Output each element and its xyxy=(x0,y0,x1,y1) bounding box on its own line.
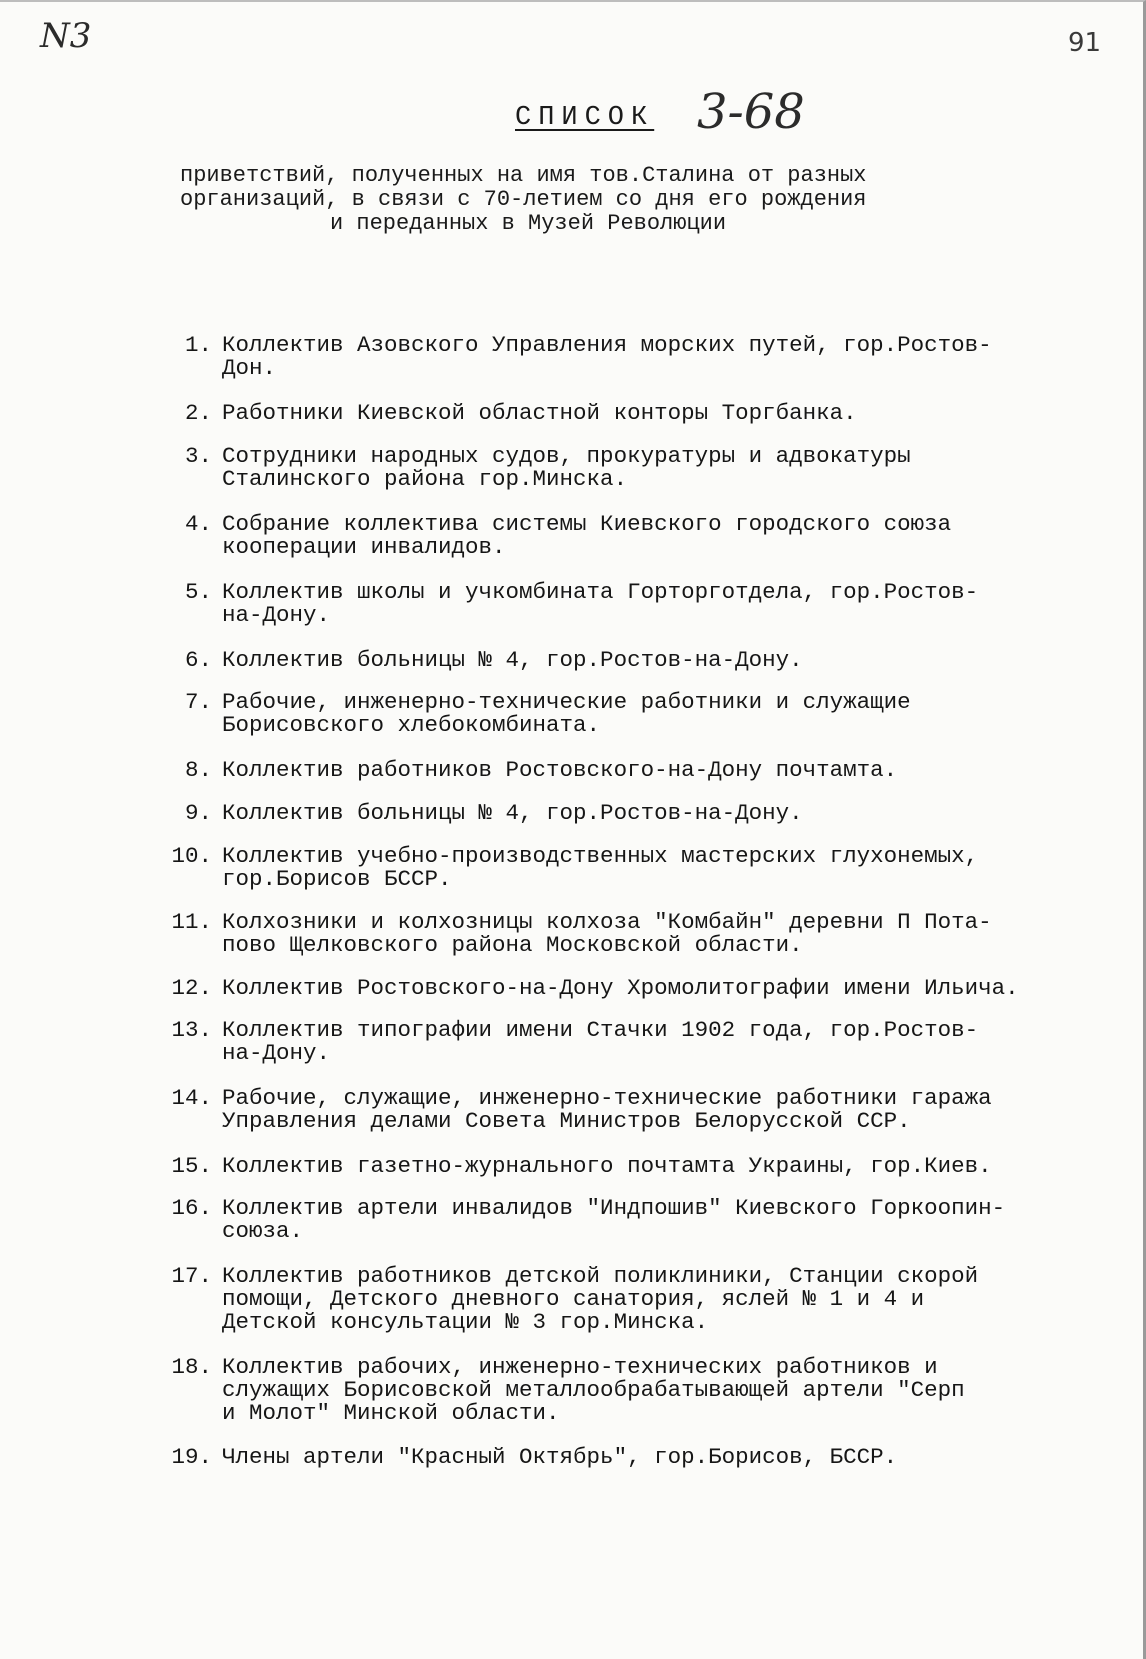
document-subtitle xyxy=(180,164,1000,236)
list-item-text xyxy=(222,1155,1110,1178)
list-item xyxy=(150,759,1110,782)
list-item-line: Работники Киевской областной конторы Торгбанка. xyxy=(222,400,857,426)
list-item-number: 14. xyxy=(171,1085,212,1111)
list-item xyxy=(150,1265,1110,1334)
list-item-text xyxy=(222,691,1110,737)
list-item xyxy=(150,649,1110,672)
list-item-text xyxy=(222,1019,1110,1065)
list-item-line: на-Дону. xyxy=(222,602,331,628)
list-item xyxy=(150,1197,1110,1243)
list-item xyxy=(150,334,1110,380)
list-item-line: Коллектив больницы № 4, гор.Ростов-на-Дону. xyxy=(222,800,803,826)
list-item xyxy=(150,691,1110,737)
list-item-number: 15. xyxy=(171,1153,212,1179)
list-item-number: 2. xyxy=(184,400,212,426)
list-item xyxy=(150,845,1110,891)
list-item-number: 13. xyxy=(171,1017,212,1043)
list-item-line: Коллектив Азовского Управления морских путей, гор.Ростов- xyxy=(222,332,992,358)
list-item-number: 18. xyxy=(171,1354,212,1380)
list-item xyxy=(150,911,1110,957)
list-item-text xyxy=(222,334,1110,380)
list-item-text xyxy=(222,1265,1110,1334)
list-item xyxy=(150,802,1110,825)
list-item-number: 17. xyxy=(171,1263,212,1289)
list-item xyxy=(150,445,1110,491)
list-item-line: Коллектив Ростовского-на-Дону Хромолитографии имени Ильича. xyxy=(222,975,1019,1001)
subtitle-line: и переданных в Музей Революции xyxy=(330,211,727,236)
list-item-text xyxy=(222,402,1110,425)
list-item-text xyxy=(222,759,1110,782)
list-item-number: 3. xyxy=(184,443,212,469)
list-item-number: 16. xyxy=(171,1195,212,1221)
document-heading xyxy=(0,82,1146,152)
list-item-line: пово Щелковского района Московской области. xyxy=(222,932,803,958)
list-item-text xyxy=(222,977,1110,1000)
list-item-line: Коллектив больницы № 4, гор.Ростов-на-Дону. xyxy=(222,647,803,673)
list-item-line: гор.Борисов БССР. xyxy=(222,866,452,892)
list-item-number: 4. xyxy=(184,511,212,537)
list-item-line: на-Дону. xyxy=(222,1040,331,1066)
list-item xyxy=(150,1155,1110,1178)
list-item-text xyxy=(222,445,1110,491)
list-item-line: Управления делами Совета Министров Белорусской ССР. xyxy=(222,1108,911,1134)
list-item-line: Колхозники и колхозницы колхоза "Комбайн" деревни П Пота- xyxy=(222,909,992,935)
list-item-line: кооперации инвалидов. xyxy=(222,534,506,560)
list-item-number: 12. xyxy=(171,975,212,1001)
list-item-number: 1. xyxy=(184,332,212,358)
list-item-line: Коллектив работников детской поликлиники, Станции скорой xyxy=(222,1263,979,1289)
list-item-number: 10. xyxy=(171,843,212,869)
handwritten-title-annotation: 3-68 xyxy=(697,84,805,140)
list-item-text xyxy=(222,1197,1110,1243)
list-item xyxy=(150,977,1110,1000)
list-item xyxy=(150,402,1110,425)
list-item-text xyxy=(222,1446,1110,1469)
list-item-line: Сталинского района гор.Минска. xyxy=(222,466,628,492)
list-item-text xyxy=(222,513,1110,559)
list-item-line: Коллектив газетно-журнального почтамта Украины, гор.Киев. xyxy=(222,1153,992,1179)
list-item-text xyxy=(222,845,1110,891)
list-item-line: Сотрудники народных судов, прокуратуры и адвокатуры xyxy=(222,443,911,469)
list-item-number: 5. xyxy=(184,579,212,605)
list-item-line: Коллектив рабочих, инженерно-технических работников и xyxy=(222,1354,938,1380)
document-title: СПИСОК xyxy=(515,103,655,133)
list-item-line: Борисовского хлебокомбината. xyxy=(222,712,601,738)
list-item-line: Собрание коллектива системы Киевского городского союза xyxy=(222,511,952,537)
list-item xyxy=(150,1446,1110,1469)
list-item xyxy=(150,581,1110,627)
list-item-text xyxy=(222,1087,1110,1133)
list-item-text xyxy=(222,581,1110,627)
list-item-line: и Молот" Минской области. xyxy=(222,1400,560,1426)
list-item-line: Коллектив работников Ростовского-на-Дону почтамта. xyxy=(222,757,898,783)
list-item-line: Коллектив учебно-производственных мастерских глухонемых, xyxy=(222,843,979,869)
list-item-line: служащих Борисовской металлообрабатывающей артели "Серп xyxy=(222,1377,965,1403)
list-item-text xyxy=(222,1356,1110,1425)
list-item-line: Коллектив артели инвалидов "Индпошив" Киевского Горкоопин- xyxy=(222,1195,1006,1221)
subtitle-line: приветствий, полученных на имя тов.Сталина от разных xyxy=(180,163,867,188)
list-item-text xyxy=(222,802,1110,825)
list-item-number: 8. xyxy=(184,757,212,783)
list-item-line: Рабочие, служащие, инженерно-технические работники гаража xyxy=(222,1085,992,1111)
list-item-line: Дон. xyxy=(222,355,277,381)
greetings-list xyxy=(150,334,1110,1469)
list-item-number: 7. xyxy=(184,689,212,715)
page-number: 91 xyxy=(1068,28,1102,58)
list-item xyxy=(150,513,1110,559)
subtitle-line: организаций, в связи с 70-летием со дня его рождения xyxy=(180,187,867,212)
list-item-text xyxy=(222,911,1110,957)
list-item-line: Коллектив школы и учкомбината Горторготдела, гор.Ростов- xyxy=(222,579,979,605)
list-item-number: 11. xyxy=(171,909,212,935)
list-item-number: 6. xyxy=(184,647,212,673)
list-item xyxy=(150,1019,1110,1065)
list-item xyxy=(150,1356,1110,1425)
list-item-number: 9. xyxy=(184,800,212,826)
list-item-line: Члены артели "Красный Октябрь", гор.Борисов, БССР. xyxy=(222,1444,898,1470)
list-item xyxy=(150,1087,1110,1133)
list-item-line: Рабочие, инженерно-технические работники и служащие xyxy=(222,689,911,715)
list-item-line: Детской консультации № 3 гор.Минска. xyxy=(222,1309,709,1335)
list-item-line: союза. xyxy=(222,1218,304,1244)
list-item-number: 19. xyxy=(171,1444,212,1470)
list-item-line: помощи, Детского дневного санатория, яслей № 1 и 4 и xyxy=(222,1286,925,1312)
list-item-text xyxy=(222,649,1110,672)
handwritten-corner-note: N3 xyxy=(40,16,92,56)
list-item-line: Коллектив типографии имени Стачки 1902 года, гор.Ростов- xyxy=(222,1017,979,1043)
